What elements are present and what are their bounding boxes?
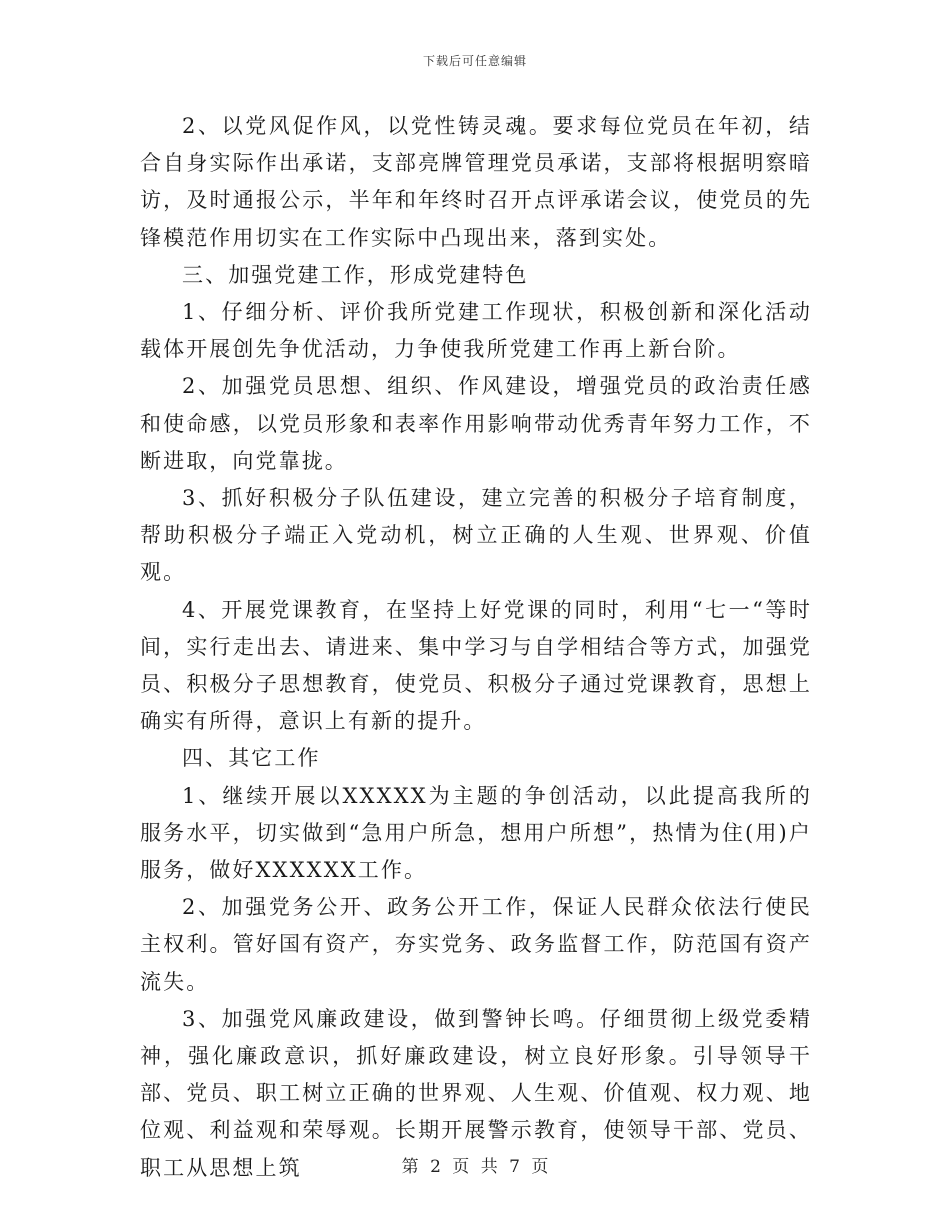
document-body [140, 108, 812, 1187]
paragraph-item-4-3: 3、加强党风廉政建设，做到警钟长鸣。仔细贯彻上级党委精神，强化廉政意识，抓好廉政建设，树立良好形象。引导领导干部、党员、职工树立正确的世界观、人生观、价值观、权力观、地位观、利益观和荣辱观。长期开展警示教育，使领导干部、党员、职工从思想上筑 [140, 1006, 812, 1180]
paragraph-item-2: 2、以党风促作风，以党性铸灵魂。要求每位党员在年初，结合自身实际作出承诺，支部亮牌管理党员承诺，支部将根据明察暗访，及时通报公示，半年和年终时召开点评承诺会议，使党员的先锋模范作用切实在工作实际中凸现出来，落到实处。 [140, 114, 812, 250]
page-footer: 第 2 页 共 7 页 [401, 1157, 549, 1177]
paragraph-item-4-2: 2、加强党务公开、政务公开工作，保证人民群众依法行使民主权利。管好国有资产，夯实党务、政务监督工作，防范国有资产流失。 [140, 895, 812, 994]
paragraph-item-4-1: 1、继续开展以XXXXX为主题的争创活动，以此提高我所的服务水平，切实做到“急用户所急，想用户所想”，热情为住(用)户服务，做好XXXXXX工作。 [140, 783, 812, 883]
paragraph-item-3-1: 1、仔细分析、评价我所党建工作现状，积极创新和深化活动载体开展创先争优活动，力争使我所党建工作再上新台阶。 [140, 300, 812, 362]
section-heading-4: 四、其它工作 [182, 746, 321, 771]
paragraph-item-3-4: 4、开展党课教育，在坚持上好党课的同时，利用“七一“等时间，实行走出去、请进来、集中学习与自学相结合等方式，加强党员、积极分子思想教育，使党员、积极分子通过党课教育，思想上确实有所得，意识上有新的提升。 [140, 597, 812, 734]
page-header: 下载后可任意编辑 [422, 54, 527, 68]
paragraph-item-3-3: 3、抓好积极分子队伍建设，建立完善的积极分子培育制度，帮助积极分子端正入党动机，树立正确的人生观、世界观、价值观。 [140, 486, 812, 585]
section-heading-3: 三、加强党建工作，形成党建特色 [182, 262, 529, 287]
paragraph-item-3-2: 2、加强党员思想、组织、作风建设，增强党员的政治责任感和使命感，以党员形象和表率作用影响带动优秀青年努力工作，不断进取，向党靠拢。 [140, 374, 812, 473]
